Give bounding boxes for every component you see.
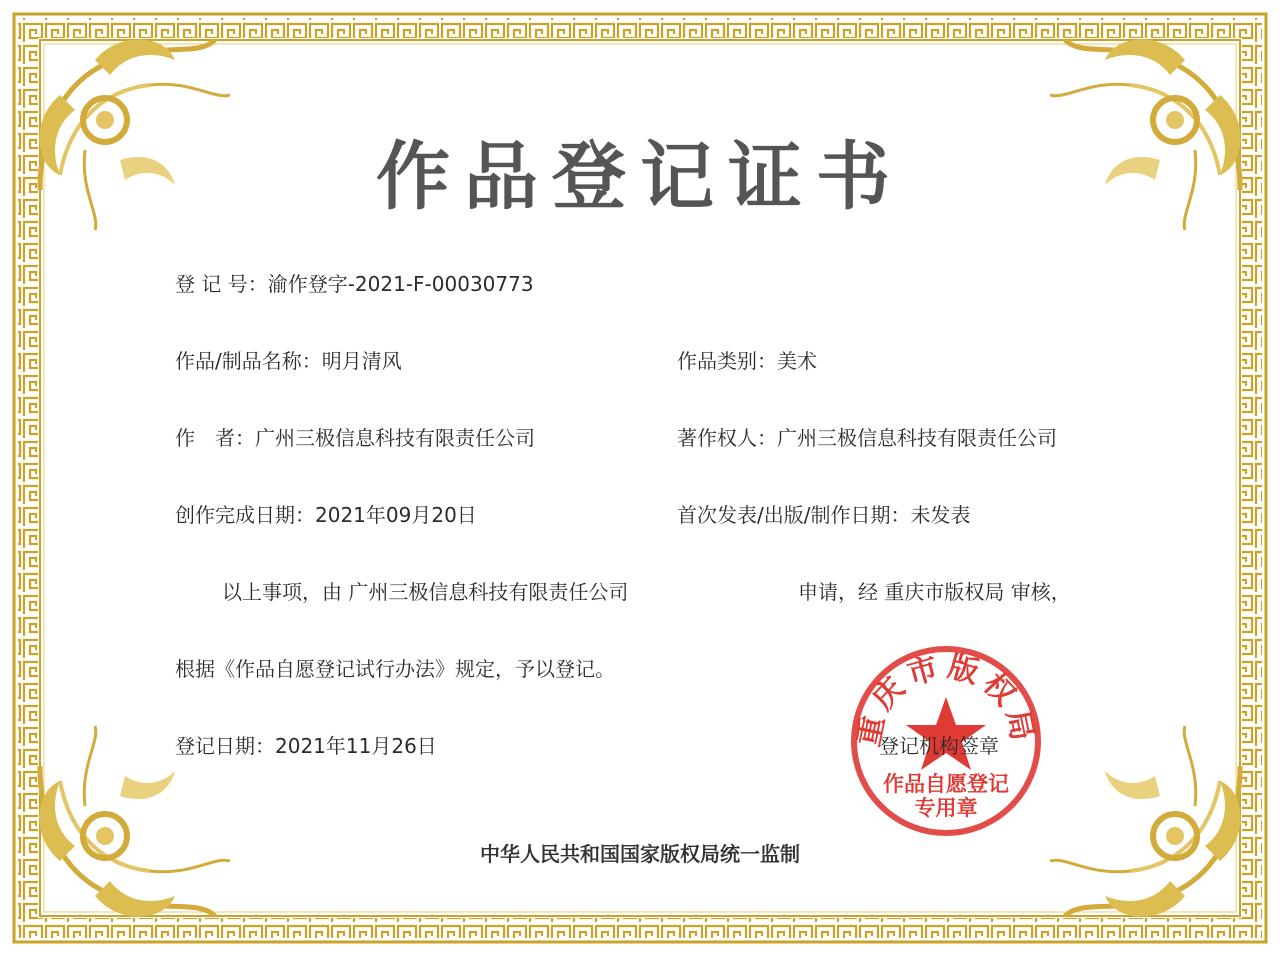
registration-number: 登 记 号：渝作登字-2021-F-00030773: [175, 272, 534, 296]
statement-line2: 根据《作品自愿登记试行办法》规定，予以登记。: [175, 657, 615, 681]
corner-ornament-bottom-right: [1050, 726, 1241, 917]
statement-line1-a: 以上事项，由 广州三极信息科技有限责任公司: [222, 580, 629, 604]
copyright-owner: 著作权人：广州三极信息科技有限责任公司: [677, 426, 1057, 450]
work-name: 作品/制品名称：明月清风: [175, 349, 402, 373]
certificate-title: 作品登记证书: [376, 134, 904, 220]
author: 作 者：广州三极信息科技有限责任公司: [175, 426, 535, 450]
seal-line1: 作品自愿登记: [883, 772, 1009, 796]
completion-date: 创作完成日期：2021年09月20日: [175, 503, 477, 527]
work-category: 作品类别：美术: [677, 349, 817, 373]
signature-label: 登记机构签章: [879, 734, 999, 758]
first-publish-date: 首次发表/出版/制作日期：未发表: [677, 503, 971, 527]
statement-line1-b: 申请，经 重庆市版权局 审核，: [798, 580, 1071, 604]
seal-arc-text: 重庆市版权局: [851, 649, 1041, 750]
registration-date: 登记日期：2021年11月26日: [175, 734, 437, 758]
footer-issuer: 中华人民共和国国家版权局统一监制: [480, 842, 800, 866]
seal-line2: 专用章: [914, 796, 978, 820]
